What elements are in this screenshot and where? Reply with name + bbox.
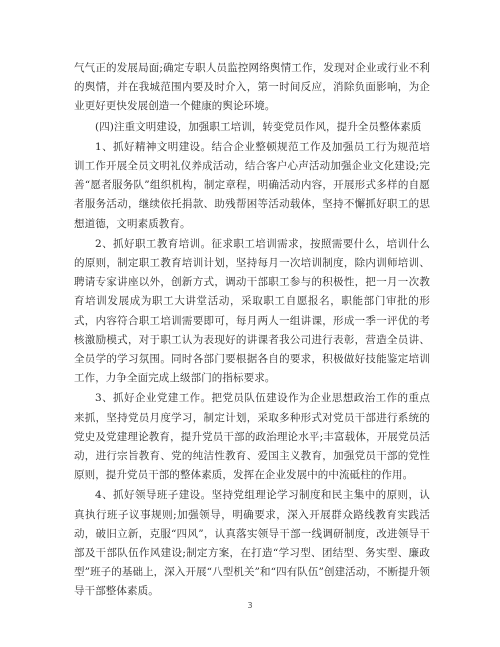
section-heading: (四)注重文明建设，加强职工培训，转变党员作风，提升全员整体素质 — [95, 120, 422, 133]
body-paragraph-4: 4、抓好领导班子建设。坚持党组理论学习制度和民主集中的原则，认真执行班子议事规则;加强领导，明确要求，深入开展群众路线教育实践活动，破旧立新，克服“四风”，认真落实领导干部一线调研制度，改进领导干部及干部队伍作风建设;制定方案，在打造“学习型、团结型、务实型、廉政型”班子的基础上，深入开展“八型机关”和“四有队伍”创建活动，不断提升领导干部整体素质。 — [74, 489, 430, 598]
body-paragraph-1: 1、抓好精神文明建设。结合企业整顿规范工作及加强员工行为规范培训工作开展全员文明礼仪养成活动，结合客户心声活动加强企业文化建设;完善“愿者服务队”组织机构，制定章程，明确活动内容，开展形式多样的自愿者服务活动，继续依托捐款、助残帮困等活动载体，坚持不懈抓好职工的思想道德，文明素质教育。 — [74, 140, 430, 230]
body-paragraph-2: 2、抓好职工教育培训。征求职工培训需求，按照需要什么，培训什么的原则，制定职工教育培训计划，坚持每月一次培训制度，除内训师培训、聘请专家讲座以外，创新方式，调动干部职工参与的积极性，把一月一次教育培训发展成为职工大讲堂活动，采取职工自愿报名，职能部门审批的形式，内容符合职工培训需要即可，每月两人一组讲课，形成一季一评优的考核激励模式，对于职工认为表现好的讲课者我公司进行表彰，营造全员讲、全员学的学习氛围。同时各部门要根据各自的要求，积极做好技能鉴定培训工作，力争全面完成上级部门的指标要求。 — [74, 237, 430, 385]
body-paragraph-3: 3、抓好企业党建工作。把党员队伍建设作为企业思想政治工作的重点来抓，坚持党员月度学习，制定计划，采取多种形式对党员干部进行系统的党史及党建理论教育，提升党员干部的政治理论水平;丰富载体，开展党员活动，进行宗旨教育、党的纯洁性教育、爱国主义教育，加强党员干部的党性原则，提升党员干部的整体素质，发挥在企业发展中的中流砥柱的作用。 — [74, 392, 430, 482]
continuation-paragraph: 气气正的发展局面;确定专职人员监控网络舆情工作，发现对企业或行业不利的舆情，并在我城范围内要及时介入，第一时间反应，消除负面影响，为企业更好更快发展创造一个健康的舆论环境。 — [74, 62, 430, 113]
document-body — [74, 59, 430, 603]
page-number: 3 — [247, 601, 253, 610]
